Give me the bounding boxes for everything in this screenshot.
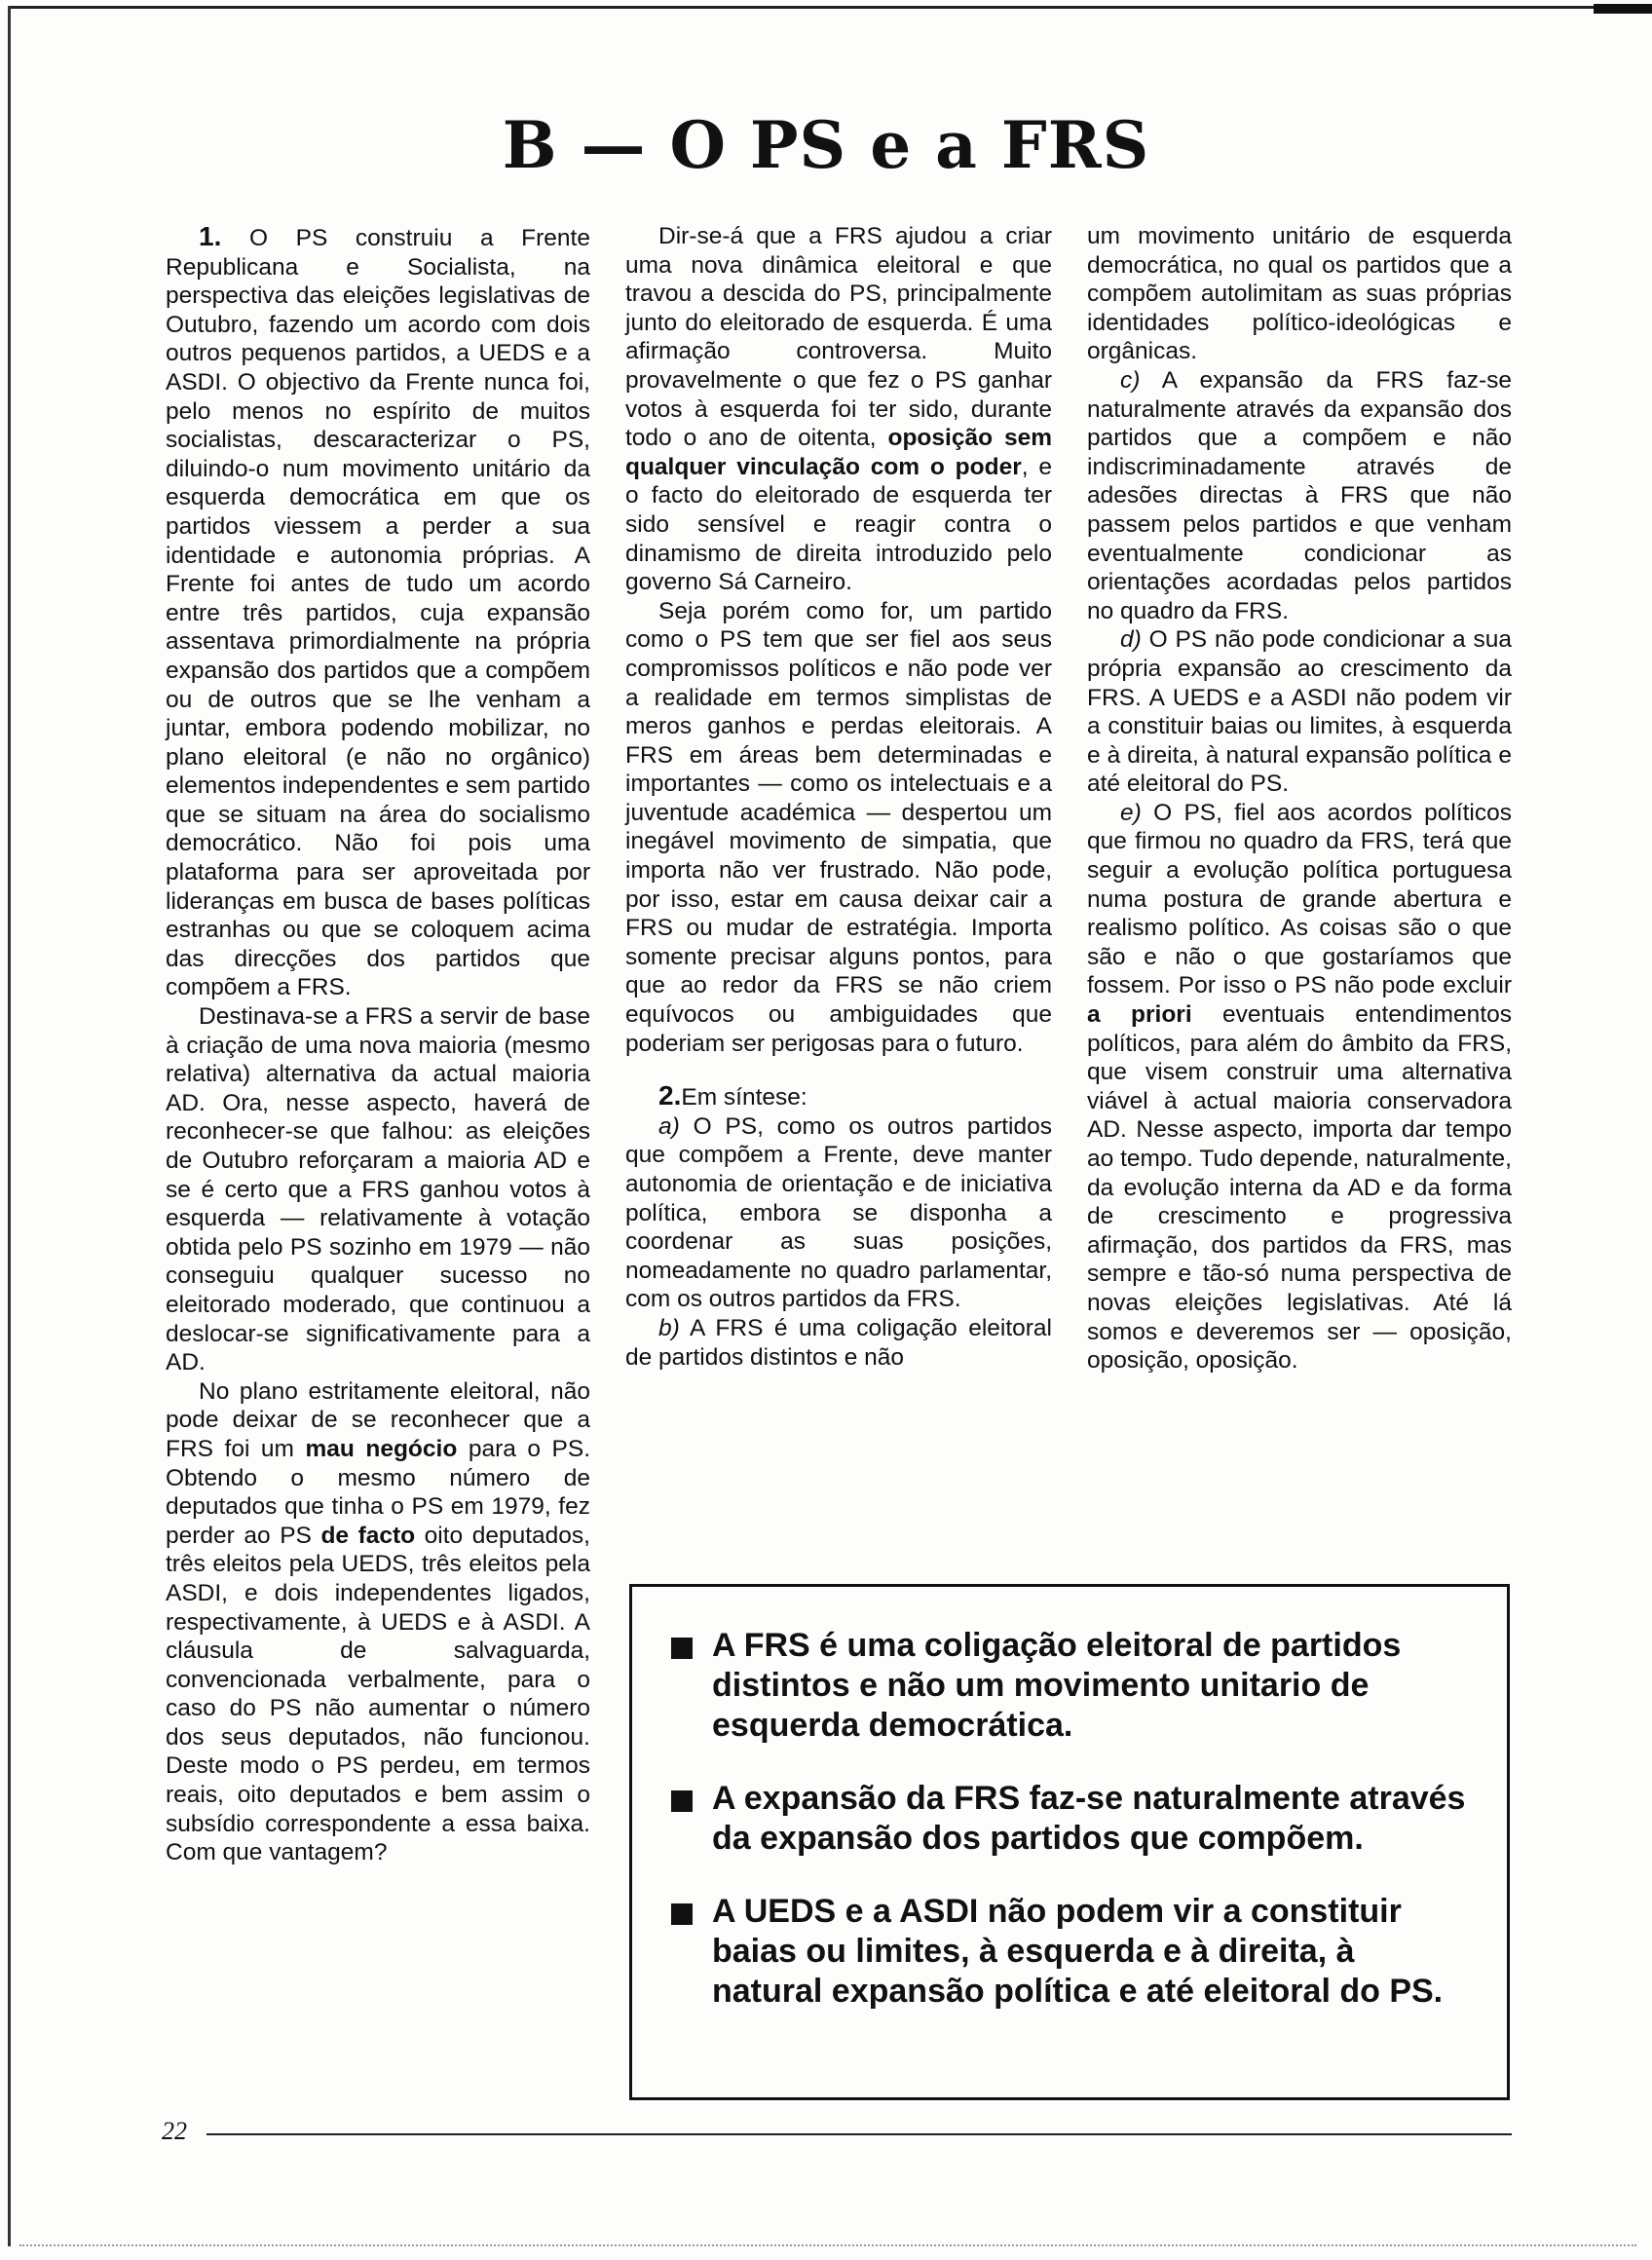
- item-b-continued: um movimento unitário de esquerda democrática, no qual os partidos que a compõem autolimitam as suas próprias identidades político-ideológicas e orgânicas.: [1087, 223, 1512, 365]
- item-b-label: b): [658, 1314, 680, 1341]
- item-c: [1087, 366, 1512, 625]
- corner-mark: [1594, 4, 1652, 14]
- paragraph-3-text-c: para o PS. Obtendo o mesmo número de deputados que tinha o PS em 1979, fez perder ao PS: [166, 1435, 590, 1549]
- item-d-label: d): [1120, 626, 1142, 654]
- column-2: [625, 222, 1052, 1372]
- summary-item: [671, 1892, 1468, 2012]
- item-a-label: a): [658, 1112, 680, 1140]
- summary-item-text: A expansão da FRS faz-se naturalmente através da expansão dos partidos que compõem.: [712, 1780, 1466, 1857]
- section-2-heading: [625, 1081, 1052, 1112]
- section-number-1: 1.: [199, 221, 222, 251]
- paragraph-3: [166, 1377, 590, 1867]
- item-c-text: A expansão da FRS faz-se naturalmente através da expansão dos partidos que a compõem e não indiscriminadamente através de adesões directas à FRS que não passem pelos partidos e que venham eventualmente condicionar as orientações acordadas pelos partidos no quadro da FRS.: [1087, 366, 1512, 624]
- summary-item: [671, 1779, 1468, 1859]
- item-a: [625, 1112, 1052, 1314]
- emphasis-de-facto: de facto: [320, 1522, 416, 1549]
- footer-rule: [206, 2133, 1512, 2135]
- paragraph-4: [625, 222, 1052, 597]
- paragraph-3-text-e: oito deputados, três eleitos pela UEDS, três eleitos pela ASDI, e dois independentes ligados, respectivamente, à UEDS e à ASDI. A cláusula de salvaguarda, convencionada verbalmente, para o caso do PS não aumentar o número dos seus deputados, não funcionou. Deste modo o PS perdeu, em termos reais, oito deputados e bem assim o subsídio correspondente a essa baixa. Com que vantagem?: [166, 1522, 590, 1866]
- column-3: [1087, 222, 1512, 1375]
- emphasis-oposicao: oposição sem qualquer vinculação com o poder: [625, 425, 1053, 480]
- summary-item: [671, 1626, 1468, 1746]
- square-bullet-icon: [671, 1790, 693, 1812]
- emphasis-a-priori: a priori: [1087, 1001, 1192, 1029]
- paragraph-5: Seja porém como for, um partido como o PS tem que ser fiel aos seus compromissos políticos e não pode ver a realidade em termos simplistas de meros ganhos e perdas eleitorais. A FRS em áreas bem determinadas e importantes — como os intelectuais e a juventude académica — despertou um inegável movimento de simpatia, que importa não ver frustrado. Não pode, por isso, estar em causa deixar cair a FRS ou mudar de estratégia. Importa somente precisar alguns pontos, para que ao redor da FRS se não criem equívocos ou ambiguidades que poderiam ser perigosas para o futuro.: [625, 597, 1052, 1057]
- item-a-text: O PS, como os outros partidos que compõem a Frente, deve manter autonomia de orientação e de iniciativa política, embora se disponha a coordenar as suas posições, nomeadamente no quadro parlamentar, com os outros partidos da FRS.: [625, 1112, 1052, 1313]
- item-e-label: e): [1120, 799, 1142, 826]
- page-frame-top: [8, 6, 1644, 9]
- summary-box: [629, 1584, 1510, 2100]
- paragraph-4-text-a: Dir-se-á que a FRS ajudou a criar uma nova dinâmica eleitoral e que travou a descida do PS, principalmente junto do eleitorado de esquerda. É uma afirmação controversa. Muito provavelmente o que fez o PS ganhar votos à esquerda foi ter sido, durante todo o ano de oitenta,: [625, 223, 1052, 452]
- scan-edge: [19, 2244, 1636, 2246]
- item-e-text-c: eventuais entendimentos políticos, para além do âmbito da FRS, que visem construir uma alternativa viável à actual maioria conservadora AD. Nesse aspecto, importa dar tempo ao tempo. Tudo depende, naturalmente, da evolução interna da AD e da forma de crescimento e progressiva afirmação, dos partidos da FRS, mas sempre e tão-só numa perspectiva de novas eleições legislativas. Até lá somos e deveremos ser — oposição, oposição, oposição.: [1087, 1001, 1512, 1375]
- section-2-title: Em síntese:: [681, 1084, 807, 1111]
- item-e: [1087, 799, 1512, 1375]
- summary-item-text: A UEDS e a ASDI não podem vir a constituir baias ou limites, à esquerda e à direita, à natural expansão política e até eleitoral do PS.: [712, 1893, 1444, 2010]
- item-b-text: A FRS é uma coligação eleitoral de partidos distintos e não: [625, 1314, 1052, 1371]
- page-title: B — O PS e a FRS: [502, 107, 1150, 183]
- square-bullet-icon: [671, 1903, 693, 1925]
- summary-item-text: A FRS é uma coligação eleitoral de partidos distintos e não um movimento unitario de esquerda democrática.: [712, 1627, 1402, 1744]
- paragraph-4-text-c: , e o facto do eleitorado de esquerda ter sido sensível e reagir contra o dinamismo de direita introduzido pelo governo Sá Carneiro.: [625, 453, 1052, 596]
- item-e-text-a: O PS, fiel aos acordos políticos que firmou no quadro da FRS, terá que seguir a evolução política portuguesa numa postura de grande abertura e realismo político. As coisas são o que são e não o que gostaríamos que fossem. Por isso o PS não pode excluir: [1087, 799, 1512, 999]
- paragraph-2: Destinava-se a FRS a servir de base à criação de uma nova maioria (mesmo relativa) alternativa da actual maioria AD. Ora, nesse aspecto, haverá de reconhecer-se que falhou: as eleições de Outubro reforçaram a maioria AD e se é certo que a FRS ganhou votos à esquerda — relativamente à votação obtida pelo PS sozinho em 1979 — não conseguiu qualquer sucesso no eleitorado moderado, que continuou a deslocar-se significativamente para a AD.: [166, 1003, 590, 1376]
- paragraph-1: [166, 222, 590, 1002]
- emphasis-mau-negocio: mau negócio: [305, 1435, 458, 1462]
- page-frame-left: [8, 6, 11, 2246]
- item-d-text: O PS não pode condicionar a sua própria expansão ao crescimento da FRS. A UEDS e a ASDI não podem vir a constituir baias ou limites, à esquerda e à direita, à natural expansão política e até eleitoral do PS.: [1087, 626, 1512, 798]
- paragraph-3-text-a: No plano estritamente eleitoral, não pode deixar de se reconhecer que a FRS foi um: [166, 1377, 590, 1462]
- item-b: [625, 1314, 1052, 1372]
- section-number-2: 2.: [658, 1080, 682, 1111]
- item-d: [1087, 625, 1512, 799]
- square-bullet-icon: [671, 1638, 693, 1659]
- item-c-label: c): [1120, 366, 1141, 394]
- paragraph-1-text: O PS construiu a Frente Republicana e Socialista, na perspectiva das eleições legislativas de Outubro, fazendo um acordo com dois outros pequenos partidos, a UEDS e a ASDI. O objectivo da Frente nunca foi, pelo menos no espírito de muitos socialistas, descaracterizar o PS, diluindo-o num movimento unitário da esquerda democrática em que os partidos viessem a perder a sua identidade e autonomia próprias. A Frente foi antes de tudo um acordo entre três partidos, cuja expansão assentava primordialmente na própria expansão dos partidos que a compõem ou de outros que se lhe venham a juntar, embora podendo mobilizar, no plano eleitoral (e não no orgânico) elementos independentes e sem partido que se situam na área do socialismo democrático. Não foi pois uma plataforma para ser aproveitada por lideranças em busca de bases políticas estranhas ou que se coloquem acima das direcções dos partidos que compõem a FRS.: [166, 225, 590, 1001]
- page-number: 22: [162, 2117, 191, 2146]
- column-1: [166, 222, 590, 1867]
